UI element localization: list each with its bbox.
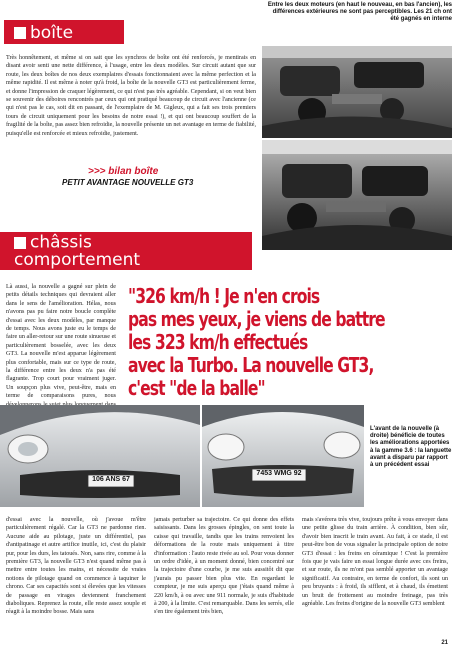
pull-quote-line-2: pas mes yeux, je viens de battre [128,307,385,331]
boite-header [4,20,124,44]
pull-quote-line-3: les 323 km/h effectués [128,330,308,354]
boite-paragraph: Très honnêtement, et même si on sait que les synchros de boîte ont été renforcés, je mentirais en disant avoir senti une nette différence, à l'usage, entre les deux modèles. Sur circuit autant que sur route, les deux boîtes de nos deux exemplaires d'essais fonctionnaient avec la même perfection et la même rapidité. Il est même à noter qu'à froid, la boîte de la nouvelle GT3 est particulièrement ferme, et donne l'impression de craquer légèrement, ce qui n'est pas très agréable. Cependant, si on veut bien se souvenir des déboires rencontrés par ceux qui ont pratiqué beaucoup de circuit avec l'ancienne (ce qui n'est pas le cas, soit dit en passant, de l'exemplaire de M. Gigleux, qui a fait ses trois premiers tours de circuit uniquement pour les besoins de notre essai !), et qui ont beaucoup souffert de la fragilité de la boîte, pas assez bien refroidie, la nouvelle présente un net avantage en terme de fiabilité, puisqu'elle est renforcée et mieux refroidie, justement. [6,55,256,137]
chassis-title-line-1: châssis [30,232,92,253]
boite-title: boîte [30,23,74,43]
engine-photo-new-image [262,46,452,138]
bottom-column-1: d'essai avec la nouvelle, où j'avoue m'être particulièrement régalé. Car la GT3 ne pardonne rien. Aucune aide au pilotage, juste un différentiel, pas d'antipatinage et autre artifice inutile, ici, c'est du plaisir pur, pour les durs, les tatoués. Non, sans rire, comme à la première GT3, la nouvelle GT3 n'est quand même pas à mettre entre toutes les mains, et nécessite de vraies notions de pilotage quand on commence à taquiner le chrono. Car ses capacités sont si élevées que les vitesses de passage en virages deviennent franchement diaboliques. Reprenez la route, elle reste assez souple et réagit à la moindre bosse. Mais sans [6,517,146,616]
car-front-photo-new [202,405,364,507]
page-number: 21 [441,640,448,646]
chassis-paragraph: Là aussi, la nouvelle a gagné sur plein de petits détails techniques qui devraient aller dans le sens de l'amélioration. Hélas, nous n'avons pas pu faire notre boucle complète d'essai avec les deux modèles, par manque de temps. Nous avons juste eu le temps de faire un aller-retour sur une route sinueuse et particulièrement bosselée, avec les deux GT3. La nouvelle m'est apparue légèrement plus confortable, mais sur ce type de route, la différence entre les deux n'a pas été flagrante. Trop court pour vraiment juger. Un soupçon plus vive, peut-être, mais en terme de comparaisons pures, nous [6,284,116,400]
header-square-icon [14,237,26,249]
header-square-icon [14,27,26,39]
pull-quote-line-5: c'est "de la balle" [128,376,265,400]
pull-quote-line-4: avec la Turbo. La nouvelle GT3, [128,353,374,377]
bilan-verdict: PETIT AVANTAGE NOUVELLE GT3 [62,178,194,187]
engine-caption: Entre les deux moteurs (en haut le nouveau, en bas l'ancien), les différences extérieures ne sont pas perceptibles. Les 21 ch ont été gagnés en interne [267,2,452,23]
pull-quote-line-1: "326 km/h ! Je n'en crois [128,284,320,308]
bilan-label: >>> bilan boîte [88,166,159,177]
engine-photo-old [262,140,452,250]
engine-photo-new [262,46,452,138]
car-front-photo-old-image [0,405,200,507]
plate-left: 106 ANS 67 [92,476,130,483]
car-front-photo-old [0,405,200,507]
front-caption: L'avant de la nouvelle (à droite) bénéficie de toutes les améliorations apportées à la gamme 3.6 : la languette avant a disparu par rapport à un précédent essai [370,426,452,469]
chassis-title-line-2: comportement [14,250,141,271]
engine-photo-old-image [262,140,452,250]
car-front-photo-new-image [202,405,364,507]
plate-right: 7453 WMG 92 [256,470,302,477]
chassis-header [0,232,252,270]
bottom-column-3: mais s'avérera très vive, toujours prête à vous envoyer dans une petite glisse du train arrière. À condition, bien sûr, d'avoir bien inscrit le train avant. Au fait, à ce stade, il est peut-être bon de vous signaler la principale option de notre GT3 d'essai : les freins en céramique ! C'est la première fois que je vais faire un essai longue durée avec ces freins, et sur route, ils ne m'ont pas semblé apporter un avantage significatif. Au contraire, en terme de confort, ils sont un peu bruyants : à froid, ils sifflent, et à chaud, ils émettent un bruit de frottement au moindre freinage, pas très agréable. Les freins d'origine de la nouvelle GT3 semblent [302,517,448,608]
bottom-column-2: jamais perturber sa trajectoire. Ce qui donne des effets saisissants. Dans les grosses épingles, on sent toute la caisse qui travaille, tandis que les trains renvoient les déformations de la route mais uniquement à titre d'information : l'auto reste rivée au sol. Pour vous donner un ordre d'idée, à un moment donné, bien concentré sur la trajectoire d'une courbe, je me suis aussitôt dit que j'aurais pu passer bien plus vite. En regardant le compteur, je me suis aperçu que j'étais quand même à 220 km/h, à ou avec une 911 normale, je suis d'habitude à 200, à la limite. C'est remarquable. Dans les serrés, elle s'en tire également très bien, [154,517,294,616]
